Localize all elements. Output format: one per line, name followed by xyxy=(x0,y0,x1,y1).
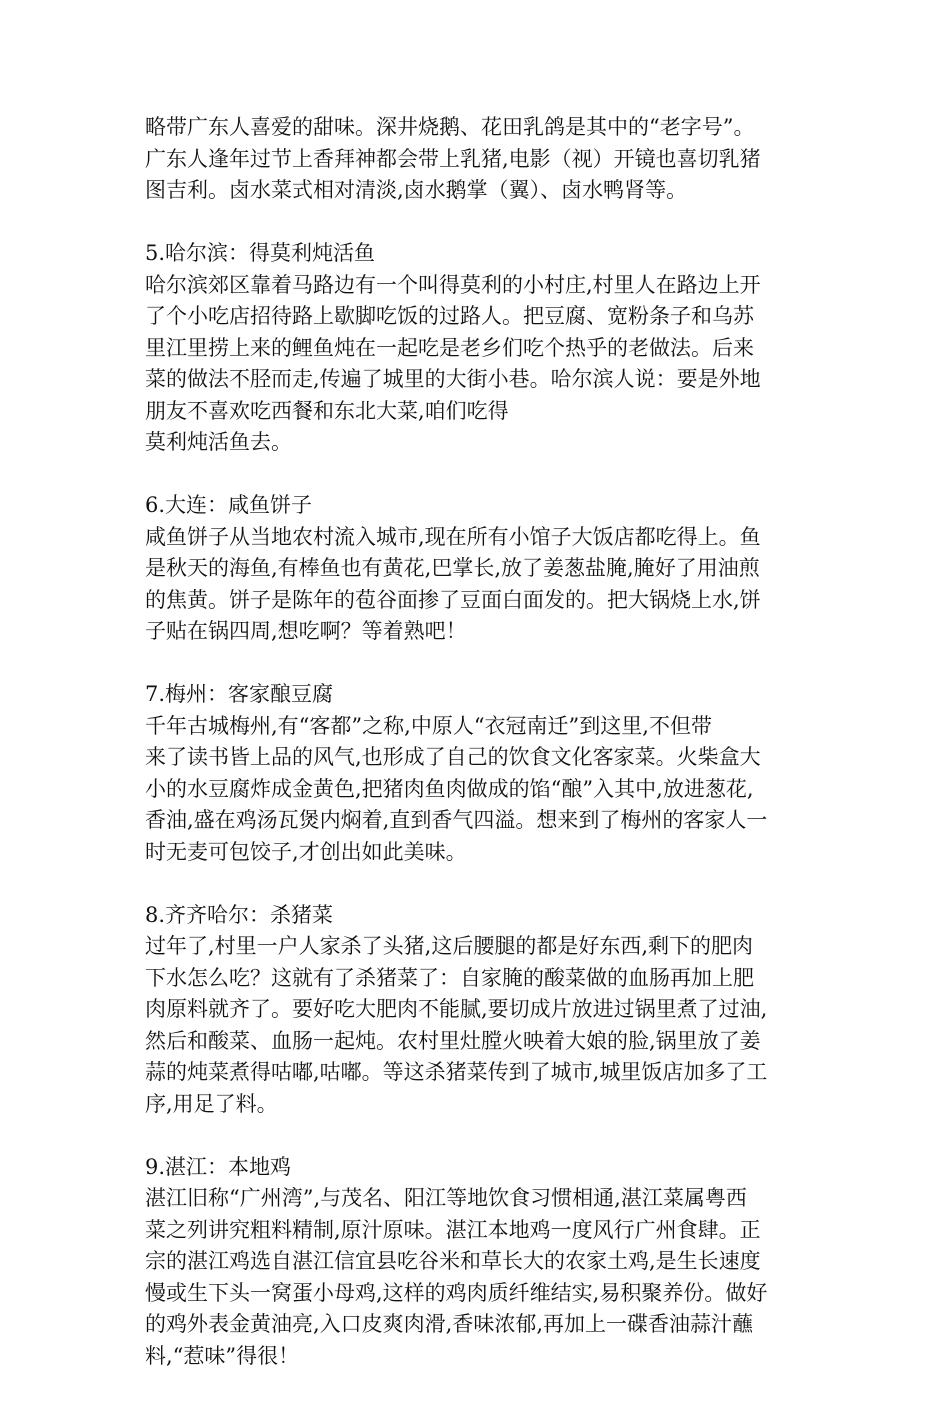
paragraph-line: 料,“惹味”得很！ xyxy=(145,1343,300,1368)
paragraph-line: 是秋天的海鱼,有棒鱼也有黄花,巴掌长,放了姜葱盐腌,腌好了用油煎 xyxy=(145,556,760,580)
section-zhanjiang xyxy=(145,1152,817,1373)
paragraph-line: 下水怎么吃？这就有了杀猪菜了：自家腌的酸菜做的血肠再加上肥 xyxy=(145,965,754,990)
section-title: 7.梅州：客家酿豆腐 xyxy=(145,682,334,706)
paragraph-line: 朋友不喜欢吃西餐和东北大菜,咱们吃得 xyxy=(145,398,509,423)
paragraph-line: 里江里捞上来的鲤鱼炖在一起吃是老乡们吃个热乎的老做法。后来 xyxy=(145,335,754,360)
paragraph-line: 菜之列讲究粗料精制,原汁原味。湛江本地鸡一度风行广州食肆。正 xyxy=(145,1217,761,1242)
paragraph-line: 肉原料就齐了。要好吃大肥肉不能腻,要切成片放进过锅里煮了过油, xyxy=(145,997,768,1021)
paragraph-line: 略带广东人喜爱的甜味。深井烧鹅、花田乳鸽是其中的“老字号”。 xyxy=(145,115,755,139)
intro-paragraph xyxy=(145,112,817,207)
paragraph-line: 了个小吃店招待路上歇脚吃饭的过路人。把豆腐、宽粉条子和乌苏 xyxy=(145,304,754,328)
section-title: 9.湛江：本地鸡 xyxy=(145,1154,292,1179)
paragraph-line: 慢或生下头一窝蛋小母鸡,这样的鸡肉质纤维结实,易积聚养份。做好 xyxy=(145,1280,768,1305)
paragraph-line: 来了读书皆上品的风气,也形成了自己的饮食文化客家菜。火柴盒大 xyxy=(145,745,761,769)
paragraph-line: 湛江旧称“广州湾”,与茂名、阳江等地饮食习惯相通,湛江菜属粤西 xyxy=(145,1186,747,1210)
paragraph-line: 图吉利。卤水菜式相对清淡,卤水鹅掌（翼）、卤水鸭肾等。 xyxy=(145,178,688,202)
paragraph-line: 序,用足了料。 xyxy=(145,1091,278,1116)
section-dalian xyxy=(145,490,817,648)
paragraph-line: 过年了,村里一户人家杀了头猪,这后腰腿的都是好东西,剩下的肥肉 xyxy=(145,934,754,958)
document-page xyxy=(145,112,817,1404)
section-meizhou xyxy=(145,679,817,868)
paragraph-line: 然后和酸菜、血肠一起炖。农村里灶膛火映着大娘的脸,锅里放了姜 xyxy=(145,1028,761,1053)
section-title: 6.大连：咸鱼饼子 xyxy=(145,493,313,517)
paragraph-line: 的焦黄。饼子是陈年的苞谷面掺了豆面白面发的。把大锅烧上水,饼 xyxy=(145,587,761,612)
paragraph-line: 宗的湛江鸡选自湛江信宜县吃谷米和草长大的农家土鸡,是生长速度 xyxy=(145,1249,761,1273)
paragraph-line: 时无麦可包饺子,才创出如此美味。 xyxy=(145,839,467,864)
paragraph-line: 哈尔滨郊区靠着马路边有一个叫得莫利的小村庄,村里人在路边上开 xyxy=(145,272,761,297)
section-title: 5.哈尔滨：得莫利炖活鱼 xyxy=(145,241,376,265)
paragraph-line: 菜的做法不胫而走,传遍了城里的大街小巷。哈尔滨人说：要是外地 xyxy=(145,367,761,391)
paragraph-line: 莫利炖活鱼去。 xyxy=(145,430,292,454)
paragraph-line: 广东人逢年过节上香拜神都会带上乳猪,电影（视）开镜也喜切乳猪 xyxy=(145,146,761,171)
section-title: 8.齐齐哈尔：杀猪菜 xyxy=(145,902,334,927)
paragraph-line: 蒜的炖菜煮得咕嘟,咕嘟。等这杀猪菜传到了城市,城里饭店加多了工 xyxy=(145,1060,768,1084)
section-harbin xyxy=(145,238,817,459)
paragraph-line: 千年古城梅州,有“客都”之称,中原人“衣冠南迁”到这里,不但带 xyxy=(145,713,712,738)
paragraph-line: 咸鱼饼子从当地农村流入城市,现在所有小馆子大饭店都吃得上。鱼 xyxy=(145,524,761,549)
paragraph-line: 子贴在锅四周,想吃啊？等着熟吧！ xyxy=(145,619,467,643)
section-qiqihar xyxy=(145,900,817,1121)
paragraph-line: 小的水豆腐炸成金黄色,把猪肉鱼肉做成的馅“酿”入其中,放进葱花, xyxy=(145,776,754,801)
paragraph-line: 的鸡外表金黄油亮,入口皮爽肉滑,香味浓郁,再加上一碟香油蒜汁蘸 xyxy=(145,1312,754,1336)
paragraph-line: 香油,盛在鸡汤瓦煲内焖着,直到香气四溢。想来到了梅州的客家人一 xyxy=(145,808,768,832)
